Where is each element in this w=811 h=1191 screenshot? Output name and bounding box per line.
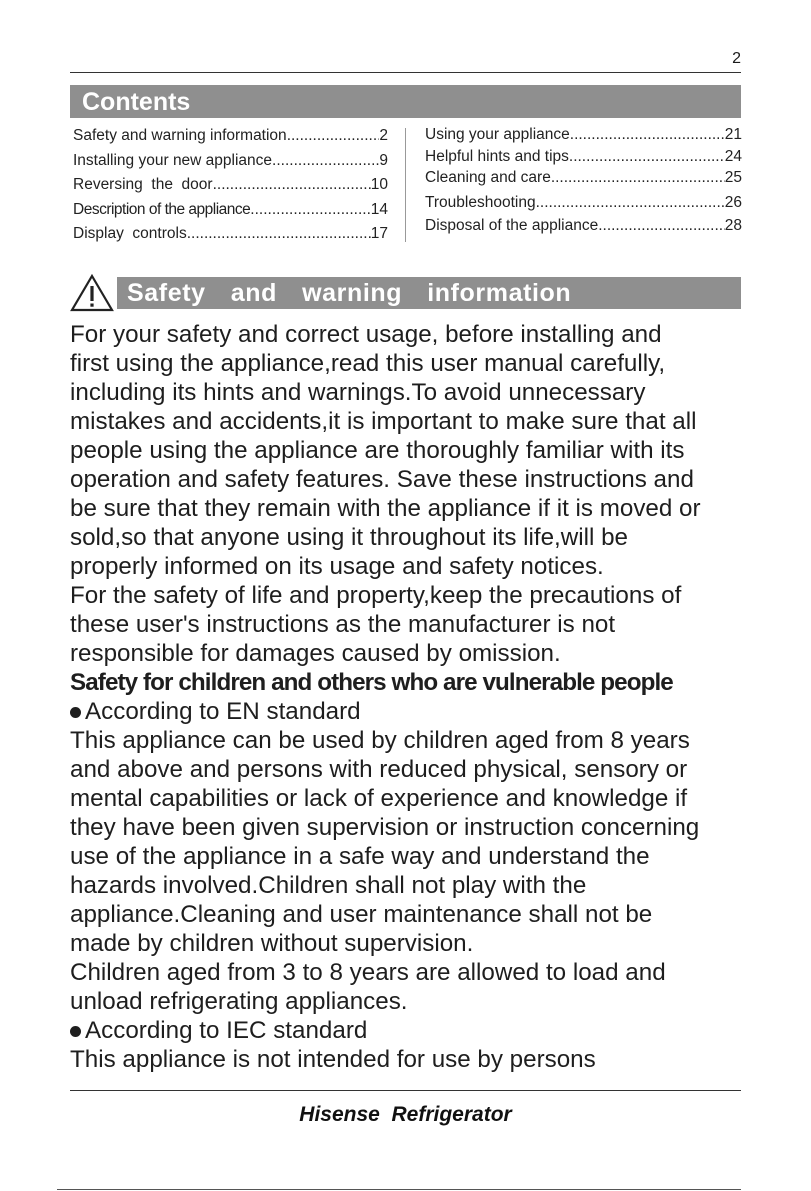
body-line: be sure that they remain with the appliance if it is moved or xyxy=(70,495,701,522)
toc-entry-page: 26 xyxy=(724,193,742,211)
toc-entry-page: 28 xyxy=(724,217,742,234)
toc-entry[interactable] xyxy=(73,173,388,198)
body-line: properly informed on its usage and safety notices. xyxy=(70,553,604,580)
body-line: mistakes and accidents,it is important to make sure that all xyxy=(70,408,697,435)
body-line: For your safety and correct usage, before installing and xyxy=(70,321,662,348)
bullet-dot-icon xyxy=(70,1026,81,1037)
bullet-item-en xyxy=(70,697,760,726)
toc-entry-title: Disposal of the appliance xyxy=(425,217,599,234)
toc-entry[interactable] xyxy=(73,124,388,149)
toc-entry-page: 2 xyxy=(379,127,388,144)
toc-entry-title: Safety and warning information xyxy=(73,127,287,144)
body-line: This appliance is not intended for use by persons xyxy=(70,1046,596,1073)
body-line: made by children without supervision. xyxy=(70,930,474,957)
body-line: appliance.Cleaning and user maintenance shall not be xyxy=(70,901,653,928)
toc-right-column xyxy=(425,124,742,237)
footer-brand: Hisense Refrigerator xyxy=(299,1103,512,1126)
toc-leader-dots xyxy=(272,149,379,174)
toc-column-divider xyxy=(405,128,406,242)
toc-entry-page: 21 xyxy=(724,126,742,143)
safety-header-bar xyxy=(117,277,741,309)
warning-triangle-icon xyxy=(70,274,114,312)
toc-entry[interactable] xyxy=(425,215,742,237)
toc-entry-page: 24 xyxy=(724,147,742,165)
page-number: 2 xyxy=(732,50,741,67)
toc-entry-title: Cleaning and care xyxy=(425,169,551,186)
toc-entry[interactable] xyxy=(425,167,742,189)
children-safety-subheading: Safety for children and others who are vulnerable people xyxy=(70,669,673,696)
contents-title: Contents xyxy=(82,88,191,116)
toc-leader-dots xyxy=(569,146,725,168)
body-line: operation and safety features. Save these instructions and xyxy=(70,466,694,493)
body-line: including its hints and warnings.To avoid unnecessary xyxy=(70,379,646,406)
toc-entry-title: Installing your new appliance xyxy=(73,151,273,169)
body-line: This appliance can be used by children aged from 8 years xyxy=(70,727,690,754)
bullet-label: According to EN standard xyxy=(85,698,361,725)
toc-entry[interactable] xyxy=(425,146,742,168)
toc-entry-title: Helpful hints and tips xyxy=(425,147,569,165)
body-line: Children aged from 3 to 8 years are allowed to load and xyxy=(70,959,666,986)
toc-leader-dots xyxy=(598,215,725,237)
toc-entry-page: 17 xyxy=(370,225,388,242)
toc-entry-title: Troubleshooting xyxy=(425,193,536,211)
body-line: mental capabilities or lack of experience and knowledge if xyxy=(70,785,688,812)
contents-header-bar xyxy=(70,85,741,118)
toc-entry[interactable] xyxy=(425,124,742,146)
toc-leader-dots xyxy=(551,167,725,189)
toc-leader-dots xyxy=(570,124,725,146)
toc-entry[interactable] xyxy=(73,198,388,223)
bullet-item-iec xyxy=(70,1016,760,1045)
body-line: sold,so that anyone using it throughout its life,will be xyxy=(70,524,628,551)
toc-leader-dots xyxy=(536,192,725,214)
toc-leader-dots xyxy=(250,198,370,223)
body-line: these user's instructions as the manufacturer is not xyxy=(70,611,616,638)
toc-entry-page: 9 xyxy=(379,151,388,169)
toc-entry-page: 25 xyxy=(724,169,742,186)
toc-leader-dots xyxy=(187,222,371,247)
body-line: For the safety of life and property,keep the precautions of xyxy=(70,582,682,609)
safety-section-title: Safety and warning information xyxy=(127,279,572,307)
body-line: hazards involved.Children shall not play with the xyxy=(70,872,587,899)
toc-leader-dots xyxy=(287,124,380,149)
toc-entry-title: Using your appliance xyxy=(425,126,570,143)
body-line: they have been given supervision or instruction concerning xyxy=(70,814,700,841)
toc-entry-title: Description of the appliance xyxy=(73,200,251,218)
body-line: use of the appliance in a safe way and understand the xyxy=(70,843,650,870)
bullet-label: According to IEC standard xyxy=(85,1017,368,1044)
body-line: responsible for damages caused by omission. xyxy=(70,640,561,667)
toc-entry[interactable] xyxy=(425,192,742,214)
toc-entry-title: Reversing the door xyxy=(73,176,213,193)
toc-entry-page: 10 xyxy=(370,176,388,193)
bullet-dot-icon xyxy=(70,707,81,718)
body-line: people using the appliance are thoroughly familiar with its xyxy=(70,437,685,464)
toc-entry[interactable] xyxy=(73,222,388,247)
header-rule xyxy=(70,72,741,73)
toc-entry-title: Display controls xyxy=(73,225,187,242)
body-line: unload refrigerating appliances. xyxy=(70,988,408,1015)
toc-leader-dots xyxy=(213,173,371,198)
toc-entry[interactable] xyxy=(73,149,388,174)
page-bottom-rule xyxy=(57,1189,741,1190)
safety-body-text xyxy=(70,320,760,1074)
toc-left-column xyxy=(73,124,388,247)
body-line: and above and persons with reduced physical, sensory or xyxy=(70,756,688,783)
toc-entry-page: 14 xyxy=(370,200,388,218)
body-line: first using the appliance,read this user manual carefully, xyxy=(70,350,666,377)
footer-rule xyxy=(70,1090,741,1091)
